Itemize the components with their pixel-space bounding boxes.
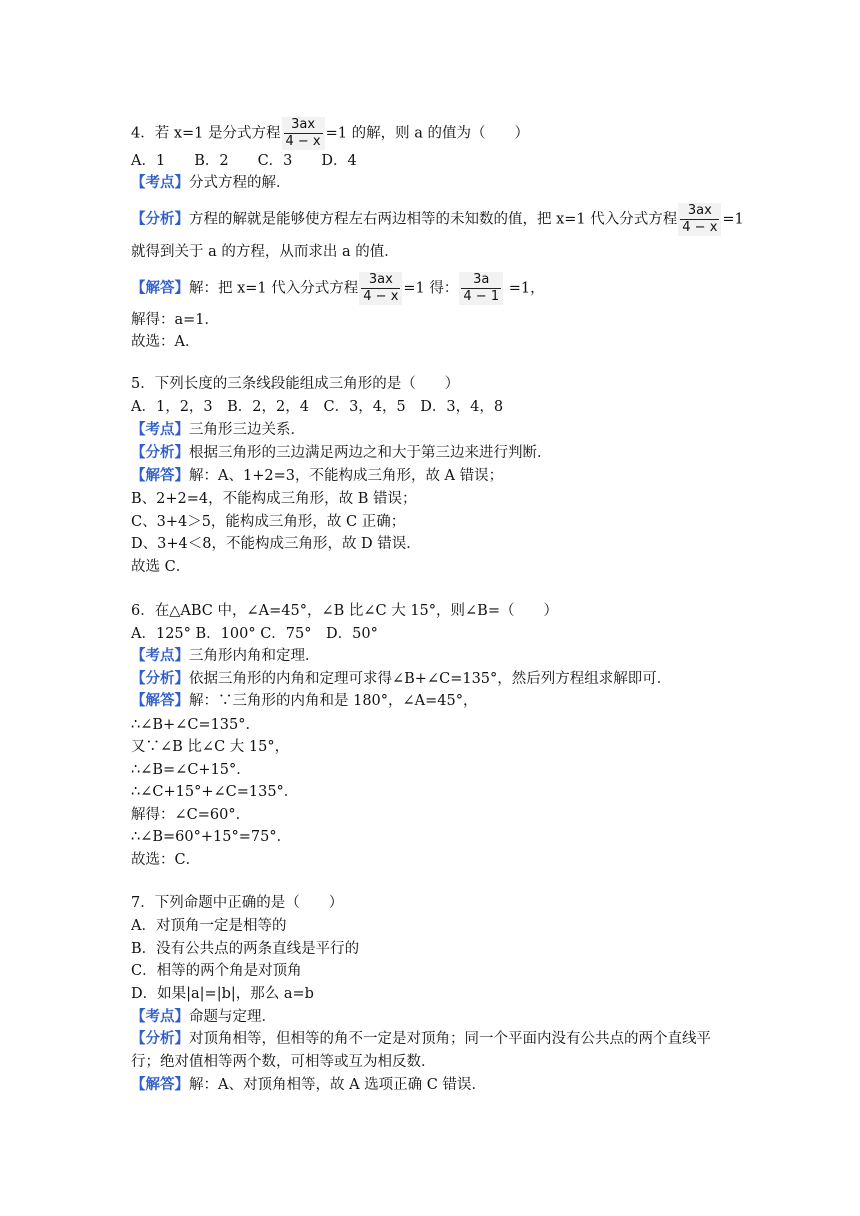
q7-stem: 7．下列命题中正确的是（ ）	[131, 895, 344, 911]
q4-guxuan: 故选：A．	[131, 334, 200, 350]
q4-fenxi-text-a: 方程的解就是能够使方程左右两边相等的未知数的值，把 x=1 代入分式方程	[189, 211, 678, 228]
q5-stem: 5．下列长度的三条线段能组成三角形的是（ ）	[131, 376, 460, 392]
q5-kaodian-text: 三角形三边关系．	[189, 422, 305, 438]
q4-fenxi-fraction-denominator: 4 − x	[682, 220, 718, 235]
q5-jieda-text: 解：A、1+2=3，不能构成三角形，故 A 错误；	[189, 468, 504, 484]
q4-stem-text-a: 4．若 x=1 是分式方程	[131, 125, 281, 142]
fenxi-tag: 【分析】	[131, 444, 189, 461]
q7-jieda-text: 解：A、对顶角相等，故 A 选项正确 C 错误．	[189, 1077, 486, 1093]
q4-fraction-numerator: 3ax	[291, 117, 316, 132]
q6-kaodian	[131, 647, 320, 665]
q4-fenxi-fraction	[678, 203, 721, 236]
q4-jieda-fraction2-denominator: 4 − 1	[463, 289, 500, 304]
q7-fenxi	[131, 1030, 711, 1048]
q6-step4: ∴∠C+15°+∠C=135°．	[131, 784, 299, 800]
q4-options: A．1 B．2 C．3 D．4	[131, 153, 357, 169]
q6-jieda	[131, 692, 478, 710]
jieda-tag: 【解答】	[131, 692, 189, 709]
q4-fraction	[282, 117, 325, 150]
q6-fenxi	[131, 670, 671, 688]
q4-stem-text-b: =1 的解，则 a 的值为（ ）	[325, 125, 529, 142]
jieda-tag: 【解答】	[131, 279, 189, 297]
jieda-tag: 【解答】	[131, 467, 189, 484]
q5-guxuan: 故选 C．	[131, 559, 191, 575]
q4-stem	[131, 117, 529, 150]
jieda-tag: 【解答】	[131, 1076, 189, 1093]
q5-kaodian	[131, 421, 305, 439]
q4-fenxi-line2: 就得到关于 a 的方程，从而求出 a 的值．	[131, 244, 399, 260]
q5-line-c: C、3+4＞5，能构成三角形，故 C 正确；	[131, 514, 406, 530]
q4-jieda-fraction-numerator: 3ax	[368, 272, 393, 287]
q6-kaodian-text: 三角形内角和定理．	[189, 648, 320, 664]
q4-fenxi-fraction-numerator: 3ax	[687, 203, 712, 218]
q4-fenxi	[131, 203, 744, 236]
q6-step1: ∴∠B+∠C=135°．	[131, 717, 260, 733]
q7-kaodian	[131, 1008, 276, 1026]
q4-jieda-text-c: =1，	[504, 280, 545, 297]
q4-jieda-fraction2-numerator: 3a	[473, 272, 490, 287]
q6-jieda-text: 解：∵三角形的内角和是 180°，∠A=45°，	[189, 693, 478, 709]
q6-options: A．125° B．100° C．75° D．50°	[131, 626, 378, 642]
q4-jieda-fraction-denominator: 4 − x	[363, 289, 399, 304]
q4-jieda-text-b: =1 得：	[403, 280, 459, 297]
q5-options: A．1，2，3 B．2，2，4 C．3，4，5 D．3，4，8	[131, 399, 504, 415]
q4-jieda-fraction	[359, 272, 402, 305]
q7-option-d: D．如果|a|=|b|，那么 a=b	[131, 986, 314, 1002]
fenxi-tag: 【分析】	[131, 670, 189, 687]
q5-line-b: B、2+2=4，不能构成三角形，故 B 错误；	[131, 491, 417, 507]
q4-jieda-text-a: 解：把 x=1 代入分式方程	[189, 280, 359, 297]
kaodian-tag: 【考点】	[131, 647, 189, 664]
kaodian-tag: 【考点】	[131, 421, 189, 438]
q6-step6: ∴∠B=60°+15°=75°．	[131, 829, 292, 845]
q6-fenxi-text: 依据三角形的内角和定理可求得∠B+∠C=135°，然后列方程组求解即可．	[189, 671, 672, 687]
q5-fenxi	[131, 444, 552, 462]
q4-jiede: 解得：a=1．	[131, 312, 220, 328]
kaodian-tag: 【考点】	[131, 174, 189, 191]
q4-jieda-fraction2	[459, 272, 503, 305]
q4-fraction-denominator: 4 − x	[285, 134, 321, 149]
q5-jieda	[131, 467, 503, 485]
q7-option-b: B．没有公共点的两条直线是平行的	[131, 941, 360, 957]
q4-kaodian-text: 分式方程的解．	[189, 175, 291, 191]
q6-stem: 6．在△ABC 中，∠A=45°，∠B 比∠C 大 15°，则∠B=（ ）	[131, 603, 558, 619]
fenxi-tag: 【分析】	[131, 1030, 189, 1047]
q5-line-d: D、3+4＜8，不能构成三角形，故 D 错误．	[131, 536, 421, 552]
q6-step2: 又∵∠B 比∠C 大 15°，	[131, 739, 290, 755]
q7-fenxi-text: 对顶角相等，但相等的角不一定是对顶角；同一个平面内没有公共点的两个直线平	[189, 1031, 711, 1047]
q4-fenxi-text-b: =1	[722, 211, 744, 228]
fenxi-tag: 【分析】	[131, 210, 189, 228]
q7-jieda	[131, 1076, 486, 1094]
q4-jieda	[131, 272, 545, 305]
q7-fenxi-line2: 行；绝对值相等两个数，可相等或互为相反数．	[131, 1054, 436, 1070]
q7-option-a: A．对顶角一定是相等的	[131, 918, 287, 934]
q6-step5: 解得：∠C=60°．	[131, 807, 251, 823]
q7-option-c: C．相等的两个角是对顶角	[131, 963, 302, 979]
q6-step3: ∴∠B=∠C+15°．	[131, 762, 251, 778]
q6-guxuan: 故选：C．	[131, 852, 201, 868]
kaodian-tag: 【考点】	[131, 1008, 189, 1025]
q5-fenxi-text: 根据三角形的三边满足两边之和大于第三边来进行判断．	[189, 445, 552, 461]
q4-kaodian	[131, 174, 291, 192]
q7-kaodian-text: 命题与定理．	[189, 1009, 276, 1025]
